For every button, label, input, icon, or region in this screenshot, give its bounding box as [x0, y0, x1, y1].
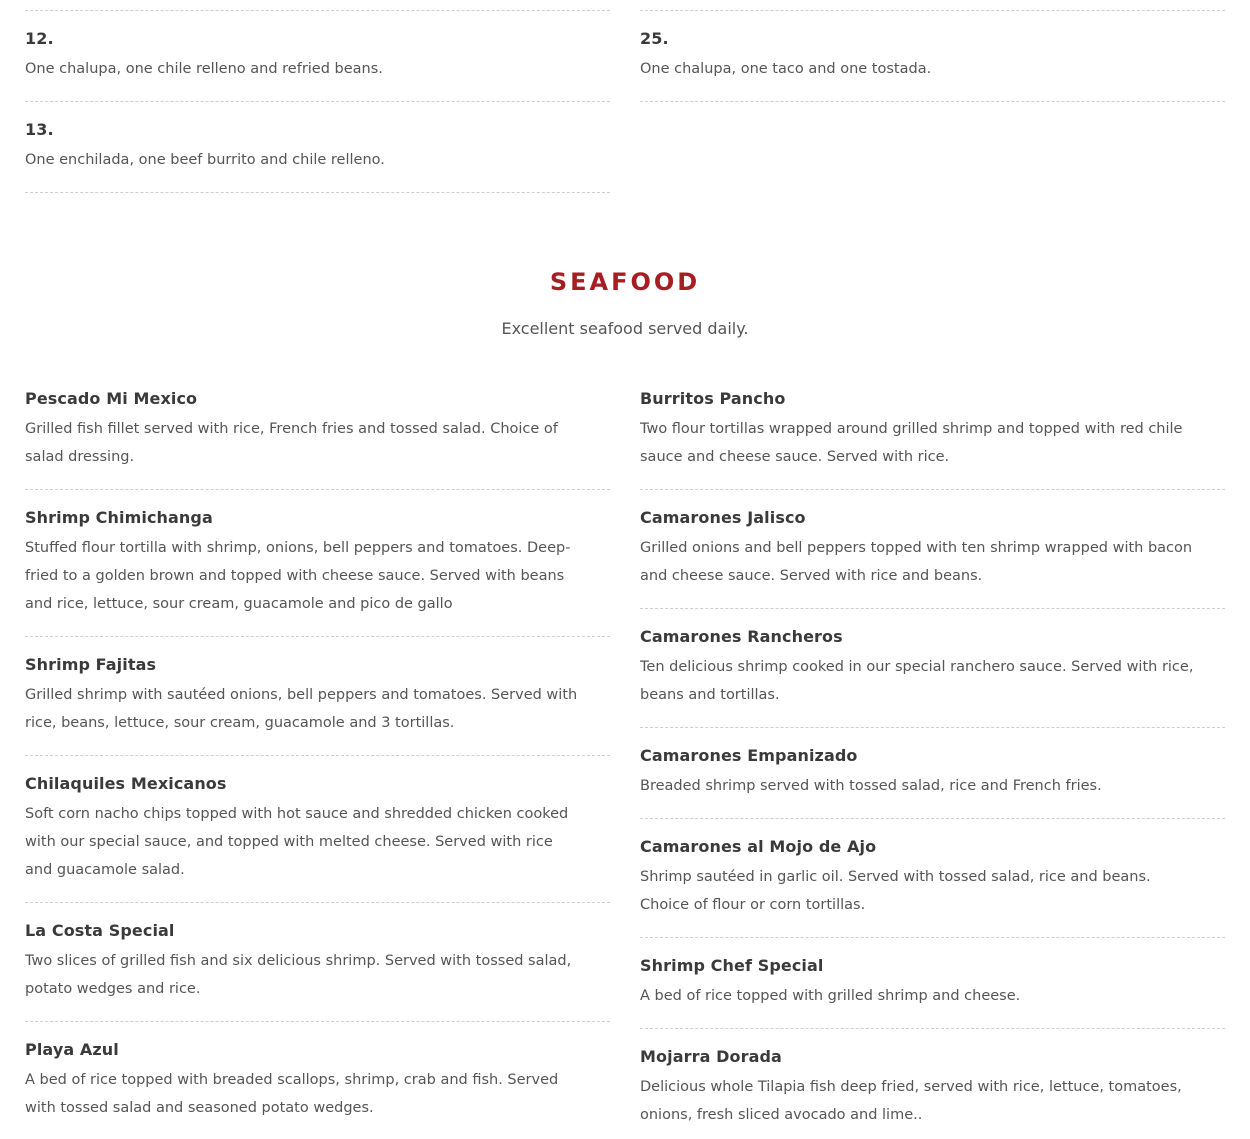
menu-item	[640, 1029, 1225, 1139]
item-description: Shrimp sautéed in garlic oil. Served with tossed salad, rice and beans. Choice of flour or corn tortillas.	[640, 869, 1151, 913]
menu-item	[640, 938, 1225, 1029]
item-name: Playa Azul	[25, 1040, 119, 1059]
menu-item	[25, 637, 610, 756]
item-description: Grilled onions and bell peppers topped with ten shrimp wrapped with bacon and cheese sauce. Served with rice and beans.	[640, 540, 1193, 584]
item-description: Grilled fish fillet served with rice, French fries and tossed salad. Choice of salad dressing.	[25, 421, 558, 465]
item-description: One chalupa, one taco and one tostada.	[640, 61, 932, 77]
item-name: Camarones Jalisco	[640, 508, 806, 527]
menu-item	[640, 728, 1225, 819]
menu-item	[640, 609, 1225, 728]
item-description: Two flour tortillas wrapped around grilled shrimp and topped with red chile sauce and cheese sauce. Served with rice.	[640, 421, 1183, 465]
item-name: Shrimp Chimichanga	[25, 508, 213, 527]
menu-item-combo-12	[25, 11, 610, 102]
item-description: One enchilada, one beef burrito and chile relleno.	[25, 152, 385, 168]
item-number: 25.	[640, 29, 669, 48]
item-name: Pescado Mi Mexico	[25, 389, 198, 408]
item-description: Delicious whole Tilapia fish deep fried, served with rice, lettuce, tomatoes, onions, fresh sliced avocado and lime..	[640, 1079, 1182, 1123]
item-description: Breaded shrimp served with tossed salad, rice and French fries.	[640, 778, 1102, 794]
item-name: Shrimp Fajitas	[25, 655, 157, 674]
item-description: Ten delicious shrimp cooked in our special ranchero sauce. Served with rice, beans and tortillas.	[640, 659, 1194, 703]
menu-item	[640, 372, 1225, 490]
menu-item	[640, 490, 1225, 609]
item-name: Camarones Empanizado	[640, 746, 858, 765]
menu-item	[640, 819, 1225, 938]
combo-list-left	[25, 10, 610, 193]
menu-item	[25, 372, 610, 490]
item-name: Camarones Rancheros	[640, 627, 843, 646]
item-number: 13.	[25, 120, 54, 139]
menu-item	[25, 490, 610, 637]
item-name: Chilaquiles Mexicanos	[25, 774, 227, 793]
menu-item-combo-25	[640, 11, 1225, 102]
item-description: A bed of rice topped with grilled shrimp and cheese.	[640, 988, 1021, 1004]
item-description: A bed of rice topped with breaded scallops, shrimp, crab and fish. Served with tossed salad and seasoned potato wedges.	[25, 1072, 559, 1116]
item-description: Two slices of grilled fish and six delicious shrimp. Served with tossed salad, potato wedges and rice.	[25, 953, 572, 997]
menu-item	[25, 1022, 610, 1139]
item-description: One chalupa, one chile relleno and refried beans.	[25, 61, 383, 77]
item-name: Shrimp Chef Special	[640, 956, 824, 975]
item-description: Soft corn nacho chips topped with hot sauce and shredded chicken cooked with our special sauce, and topped with melted cheese. Served with rice and guacamole salad.	[25, 806, 569, 878]
menu-item-combo-13	[25, 102, 610, 193]
item-description: Grilled shrimp with sautéed onions, bell peppers and tomatoes. Served with rice, beans, lettuce, sour cream, guacamole and 3 tortillas.	[25, 687, 578, 731]
seafood-list-right	[640, 372, 1225, 1139]
section-title-seafood: SEAFOOD	[549, 268, 701, 296]
item-description: Stuffed flour tortilla with shrimp, onions, bell peppers and tomatoes. Deep-fried to a golden brown and topped with cheese sauce. Served with beans and rice, lettuce, sour cream, guacamole and pico de gallo	[25, 540, 571, 612]
section-subtitle: Excellent seafood served daily.	[501, 319, 749, 338]
seafood-list-left	[25, 372, 610, 1139]
menu-item	[25, 903, 610, 1022]
combo-list-right	[640, 10, 1225, 102]
item-name: Burritos Pancho	[640, 389, 786, 408]
menu-item	[25, 756, 610, 903]
item-name: Mojarra Dorada	[640, 1047, 782, 1066]
item-name: La Costa Special	[25, 921, 175, 940]
item-name: Camarones al Mojo de Ajo	[640, 837, 877, 856]
item-number: 12.	[25, 29, 54, 48]
